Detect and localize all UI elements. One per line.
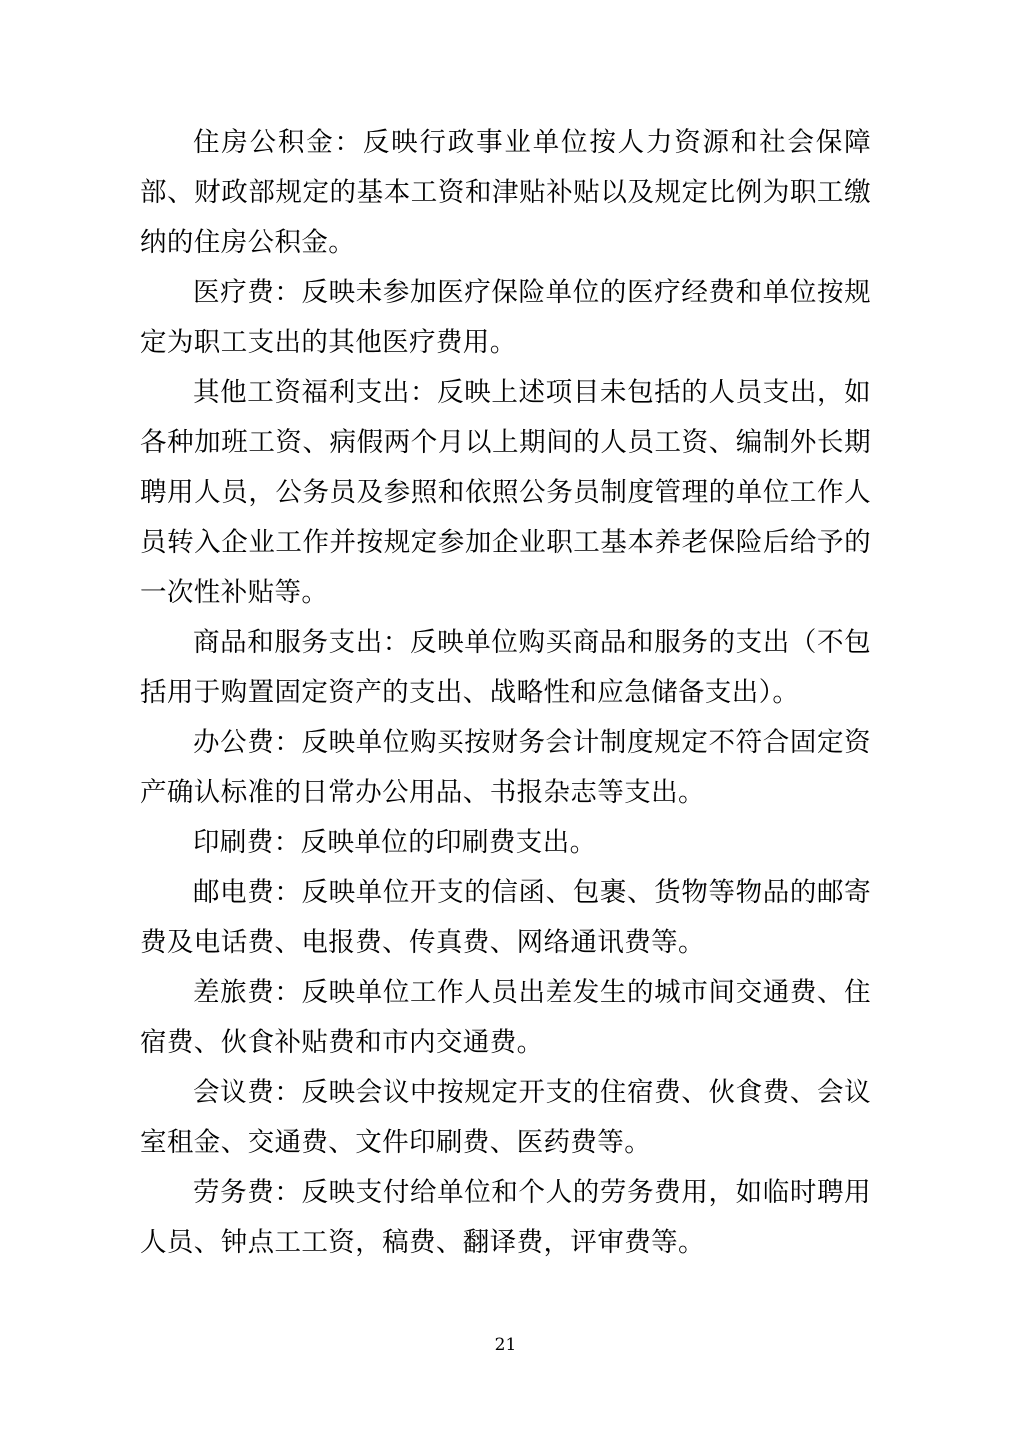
paragraph-goods-services [140, 618, 871, 718]
term-printing-fee: 印刷费： [193, 827, 301, 858]
paragraph-post-telecom-fee [140, 868, 871, 968]
text-post-telecom-fee: 反映单位开支的信函、包裹、货物等物品的邮寄费及电话费、电报费、传真费、网络通讯费等。 [140, 877, 871, 958]
text-printing-fee: 反映单位的印刷费支出。 [300, 827, 597, 858]
term-housing-fund: 住房公积金： [193, 127, 363, 158]
text-office-fee: 反映单位购买按财务会计制度规定不符合固定资产确认标准的日常办公用品、书报杂志等支出。 [140, 727, 871, 808]
page-number: 21 [494, 1335, 517, 1355]
text-travel-fee: 反映单位工作人员出差发生的城市间交通费、住宿费、伙食补贴费和市内交通费。 [140, 977, 871, 1058]
text-goods-services: 反映单位购买商品和服务的支出（不包括用于购置固定资产的支出、战略性和应急储备支出）。 [140, 627, 871, 708]
paragraph-travel-fee [140, 968, 871, 1068]
paragraph-labor-fee [140, 1168, 871, 1268]
text-other-welfare: 反映上述项目未包括的人员支出，如各种加班工资、病假两个月以上期间的人员工资、编制外长期聘用人员，公务员及参照和依照公务员制度管理的单位工作人员转入企业工作并按规定参加企业职工基本养老保险后给予的一次性补贴等。 [140, 377, 871, 608]
text-housing-fund: 反映行政事业单位按人力资源和社会保障部、财政部规定的基本工资和津贴补贴以及规定比例为职工缴纳的住房公积金。 [140, 127, 871, 258]
paragraph-meeting-fee [140, 1068, 871, 1168]
term-meeting-fee: 会议费： [193, 1077, 302, 1108]
paragraph-medical-fee [140, 268, 871, 368]
paragraph-other-welfare [140, 368, 871, 618]
text-meeting-fee: 反映会议中按规定开支的住宿费、伙食费、会议室租金、交通费、文件印刷费、医药费等。 [140, 1077, 871, 1158]
term-goods-services: 商品和服务支出： [193, 627, 411, 658]
term-other-welfare: 其他工资福利支出： [193, 377, 438, 408]
term-medical-fee: 医疗费： [193, 277, 302, 308]
term-post-telecom-fee: 邮电费： [193, 877, 302, 908]
term-office-fee: 办公费： [193, 727, 302, 758]
term-travel-fee: 差旅费： [193, 977, 302, 1008]
document-body [140, 118, 871, 1268]
text-medical-fee: 反映未参加医疗保险单位的医疗经费和单位按规定为职工支出的其他医疗费用。 [140, 277, 871, 358]
paragraph-printing-fee [140, 818, 871, 868]
paragraph-office-fee [140, 718, 871, 818]
term-labor-fee: 劳务费： [193, 1177, 302, 1208]
text-labor-fee: 反映支付给单位和个人的劳务费用，如临时聘用人员、钟点工工资，稿费、翻译费，评审费等。 [140, 1177, 871, 1258]
paragraph-housing-fund [140, 118, 871, 268]
